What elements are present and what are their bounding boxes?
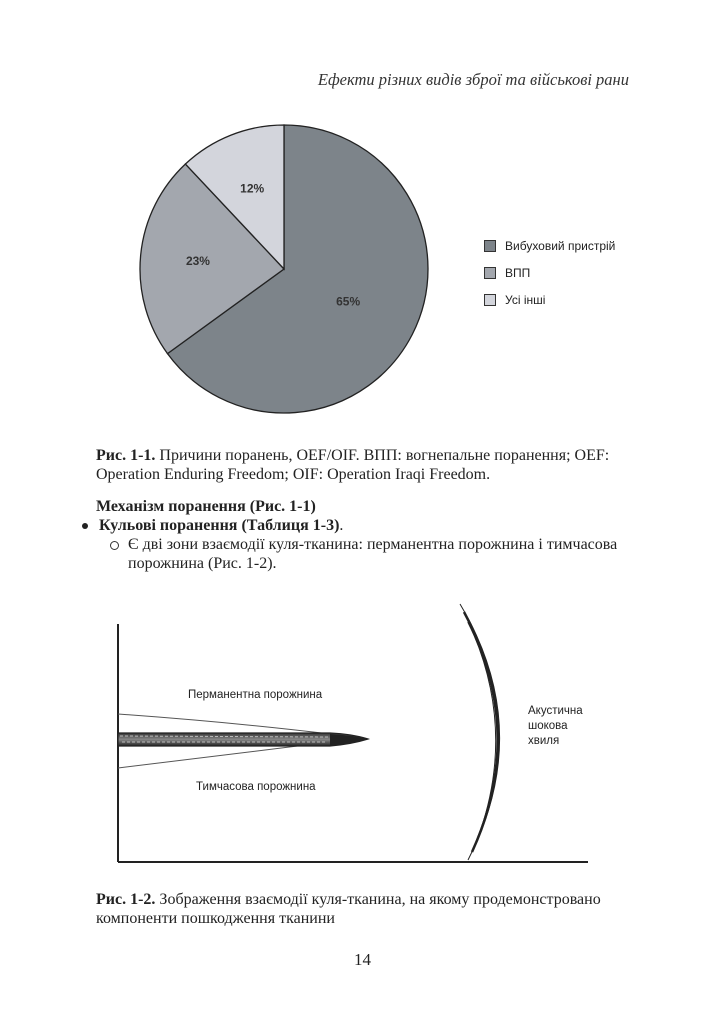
running-header: Ефекти різних видів зброї та військові рани (317, 70, 629, 89)
subbullet-zones-text: Є дві зони взаємодії куля-тканина: перманентна порожнина і тимчасова порожнина (Рис. 1-2). (128, 536, 618, 572)
pie-label-gunshot: 23% (185, 253, 210, 268)
bullet-tip (330, 734, 368, 746)
legend-swatch-explosive (484, 240, 496, 252)
shock-wave (460, 604, 500, 860)
page-number: 14 (354, 950, 371, 969)
pie-label-explosive: 65% (336, 294, 361, 309)
bullet-gunshot-text: Кульові поранення (Таблиця 1-3) (99, 517, 340, 534)
legend-item-gunshot (484, 259, 615, 286)
section-heading: Механізм поранення (Рис. 1-1) (96, 498, 316, 515)
legend-item-other (484, 286, 615, 313)
figure-2-caption (96, 890, 636, 928)
legend-label-gunshot: ВПП (505, 265, 531, 280)
bullet-gunshot-wounds (82, 517, 343, 535)
figure-1-caption-label: Рис. 1-1. (96, 447, 156, 464)
label-shock-line-1: Акустична (528, 705, 583, 717)
legend-swatch-other (484, 294, 496, 306)
figure-1-caption (96, 446, 636, 484)
label-shock-line-2: шокова (528, 720, 568, 732)
bullet-tissue-diagram (0, 590, 725, 880)
subbullet-zones (110, 535, 640, 573)
label-permanent-cavity: Перманентна порожнина (188, 689, 323, 701)
figure-2-caption-text: Зображення взаємодії куля-тканина, на якому продемонстровано компоненти пошкодження тканини (96, 891, 601, 927)
bullet-gunshot-tail: . (339, 517, 344, 534)
pie-label-other: 12% (240, 181, 265, 196)
label-temporary-cavity: Тимчасова порожнина (196, 781, 316, 793)
legend-label-explosive: Вибуховий пристрій (505, 238, 616, 253)
pie-chart (0, 0, 725, 440)
figure-1-caption-text: Причини поранень, OEF/OIF. ВПП: вогнепальне поранення; OEF: Operation Enduring Freedom; OIF: Operation Iraqi Freedom. (96, 447, 610, 483)
legend-label-other: Усі інші (505, 292, 546, 307)
label-shock-line-3: хвиля (528, 735, 560, 747)
legend-swatch-gunshot (484, 267, 496, 279)
bullet-dot-icon (82, 523, 88, 529)
legend-item-explosive (484, 232, 615, 259)
chart-legend (484, 232, 615, 313)
hollow-bullet-icon (110, 541, 119, 550)
figure-2-caption-label: Рис. 1-2. (96, 891, 156, 908)
